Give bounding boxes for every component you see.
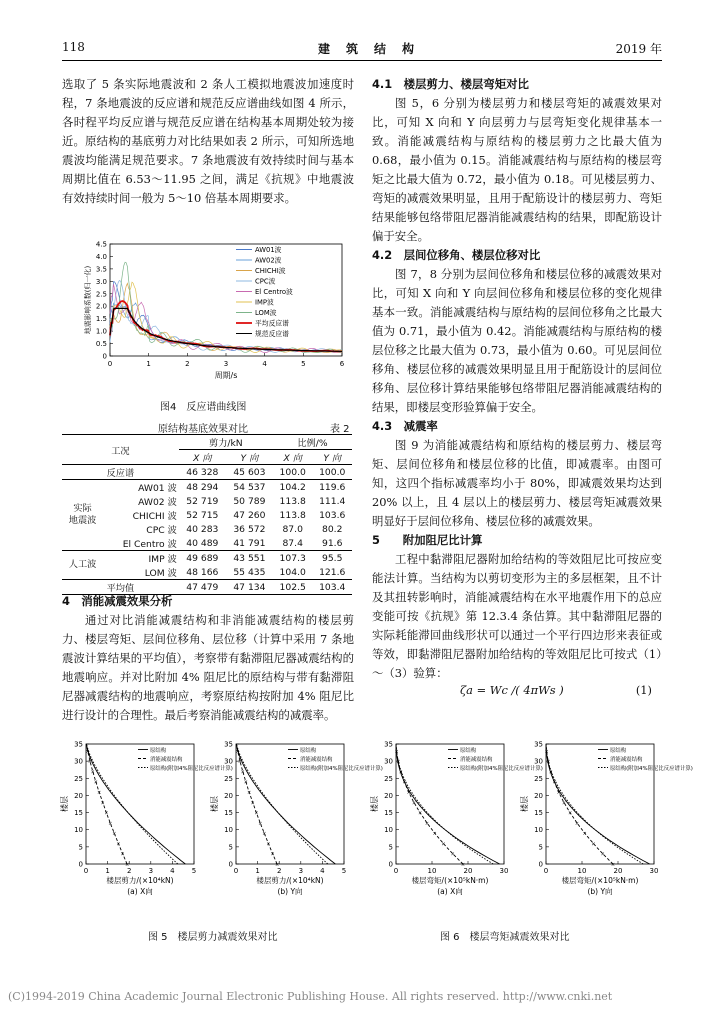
- x-tick-label: 2: [276, 867, 282, 875]
- y-tick-label: 0: [228, 860, 233, 869]
- cell-value: 50 789: [233, 495, 266, 507]
- cell-value: 49 689: [179, 551, 226, 566]
- cell-value: 107.3: [273, 551, 312, 566]
- x-tick-label: 1: [105, 867, 110, 875]
- plot-frame: [110, 244, 342, 356]
- x-tick-label: 4: [262, 360, 267, 368]
- fig6-caption: 图 6 楼层弯矩减震效果对比: [440, 932, 570, 943]
- x-axis-label: 楼层弯矩/(×10⁵kN·m): [561, 876, 639, 885]
- figure-4-chart: [80, 238, 350, 388]
- y-tick-label: 10: [384, 826, 393, 835]
- section4: [62, 592, 354, 725]
- y-tick-label: 20: [224, 791, 233, 800]
- cell-value: 119.6: [312, 480, 352, 495]
- x-tick-label: 0: [107, 360, 113, 368]
- cell-value: 47 479: [179, 580, 226, 595]
- x-tick-label: 4: [170, 867, 175, 875]
- cell-value: 95.5: [312, 551, 352, 566]
- x-tick-label: 1: [255, 867, 260, 875]
- curve-marker: ×: [544, 748, 549, 755]
- curve-marker: ×: [112, 831, 117, 838]
- legend-label: 消能减震结构: [610, 757, 643, 763]
- x-tick-label: 2: [126, 867, 132, 875]
- curve-marker: ×: [552, 779, 557, 786]
- curve-marker: ×: [247, 790, 252, 796]
- curve-marker: ×: [90, 769, 95, 776]
- curve-marker: ×: [398, 769, 403, 776]
- y-tick-label: 25: [384, 774, 393, 783]
- subfigure-label: (a) X向: [127, 887, 153, 896]
- heading-4-1: 4.1 楼层剪力、楼层弯矩对比: [372, 77, 529, 91]
- cell-value: 111.4: [319, 495, 346, 507]
- legend-label: 原结构(附加4%阻尼比反应谱计算): [300, 766, 383, 772]
- legend-label: AW02波: [255, 256, 282, 265]
- curve-marker: ×: [396, 759, 401, 766]
- cell-value: 104.0: [279, 566, 306, 578]
- curve-marker: ×: [610, 862, 616, 868]
- row-group: 实际 地震波: [62, 480, 103, 551]
- section4-paragraph: 通过对比消能减震结构和非消能减震结构的楼层剪力、楼层弯矩、层间位移角、层位移（计算中采用 7 条地震波计算结果的平均值），考察带有黏滞阻尼器减震结构的地震响应。并对比附加 4% 阻尼比的原结构与带有黏滞阻尼器减震结构的地震响应，考察原结构按附加 4% 阻尼比进行设计的合理性。最后考察消能减震结构的减震率。: [62, 613, 354, 722]
- fig4-legend: [236, 245, 293, 338]
- y-tick-label: 1.0: [95, 327, 107, 336]
- cell-value: 87.4: [282, 537, 303, 549]
- floor-curve-2: [546, 744, 613, 864]
- y-tick-label: 0: [102, 352, 107, 361]
- y-tick-label: 35: [384, 740, 393, 749]
- x-axis-label: 周期/s: [214, 371, 238, 380]
- curve-marker: ×: [574, 820, 580, 827]
- y-axis-label: 楼层: [210, 796, 219, 812]
- y-axis-label: 楼层: [370, 796, 379, 812]
- legend-label: 原结构: [300, 748, 317, 754]
- y-tick-label: 15: [534, 809, 543, 818]
- curve-marker: ×: [561, 800, 567, 807]
- y-tick-label: 0: [538, 860, 543, 869]
- y-tick-label: 0.5: [95, 340, 107, 349]
- y-tick-label: 20: [384, 791, 393, 800]
- curve-marker: ×: [548, 769, 553, 776]
- x-tick-label: 10: [577, 867, 587, 875]
- y-tick-label: 35: [74, 740, 83, 749]
- y-tick-label: 20: [534, 791, 543, 800]
- x-axis-label: 楼层剪力/(×10⁴kN): [256, 876, 324, 885]
- cell-value: 46 328: [179, 465, 226, 480]
- cell-value: 104.2: [273, 480, 312, 495]
- x-tick-label: 30: [499, 867, 509, 875]
- y-tick-label: 2.0: [95, 302, 107, 311]
- series-line-7: [110, 262, 342, 352]
- x-tick-label: 0: [543, 867, 549, 875]
- curve-marker: ×: [240, 769, 245, 776]
- fig6a-chart: [369, 741, 543, 897]
- x-tick-label: 3: [298, 867, 304, 875]
- x-axis-label: 楼层剪力/(×10⁴kN): [106, 876, 174, 885]
- row-group: 人工波: [62, 551, 103, 580]
- curve-marker: ×: [85, 748, 90, 755]
- row-label: LOM 波: [144, 568, 177, 579]
- legend-label: LOM波: [255, 309, 277, 317]
- legend-label: 消能减震结构: [150, 757, 183, 763]
- y-tick-label: 0: [78, 860, 83, 869]
- formula-1: ζa = Wc /( 4πWs ): [460, 683, 564, 697]
- curve-marker: ×: [394, 748, 399, 755]
- legend-label: 消能减震结构: [460, 757, 493, 763]
- legend-label: 原结构: [610, 748, 627, 754]
- cell-value: 41 791: [233, 537, 266, 549]
- x-tick-label: 5: [301, 360, 306, 368]
- x-tick-label: 10: [427, 867, 437, 875]
- cell-value: 103.6: [319, 509, 346, 521]
- cell-value: 113.8: [279, 509, 306, 521]
- cell-value: 36 572: [233, 523, 266, 535]
- y-tick-label: 3.0: [95, 277, 107, 286]
- th-direction: Y 向: [323, 453, 342, 464]
- curve-marker: ×: [417, 810, 423, 817]
- fig5-caption: 图 5 楼层剪力减震效果对比: [148, 932, 278, 943]
- curve-marker: ×: [120, 851, 125, 858]
- fig5a-chart: [59, 741, 233, 897]
- cell-value: 48 166: [186, 566, 219, 578]
- cell-value: 55 435: [233, 566, 266, 578]
- cell-value: 103.4: [312, 580, 352, 595]
- x-tick-label: 0: [83, 867, 89, 875]
- para-4-3: 图 9 为消能减震结构和原结构的楼层剪力、楼层弯矩、层间位移角和楼层位移的比值，即减震率。由图可知，这四个指标减震率均小于 80%，即减震效果均达到 20% 以上，且 4 层以上的楼层剪力、楼层弯矩减震效果明显好于层间位移角、楼层位移的减震效果。: [372, 438, 662, 528]
- y-tick-label: 15: [74, 809, 83, 818]
- legend-label: 平均反应谱: [255, 319, 289, 328]
- para-4-1: 图 5，6 分别为楼层剪力和楼层弯矩的减震效果对比，可知 X 向和 Y 向层剪力与层弯矩变化规律基本一致。消能减震结构与原结构的楼层剪力之比最大值为 0.68，最小值为 0.15。消能减震结构与原结构的楼层弯矩之比最大值为 0.72，最小值为 0.18。可见楼层剪力、弯矩的减震效果明显，且用于配筋设计的楼层剪力、弯矩结果能够包络带阻尼器消能减震结构的结果，即配筋设计偏于安全。: [372, 96, 662, 243]
- curve-marker: ×: [262, 831, 267, 838]
- table2-title: 原结构基底效果对比: [158, 424, 248, 435]
- row-label: AW01 波: [103, 480, 179, 495]
- cell-value: 48 294: [179, 480, 226, 495]
- legend-label: CHICHI波: [255, 267, 286, 275]
- cell-value: 47 260: [233, 509, 266, 521]
- intro-paragraph: 选取了 5 条实际地震波和 2 条人工模拟地震波加速度时程，7 条地震波的反应谱和规范反应谱曲线如图 4 所示，各时程平均反应谱与规范反应谱在结构基本周期处较为接近。原结构的基底剪力对比结果如表 2 所示，可知所选地震波均能满足规范要求。7 条地震波有效持续时间与基本周期比值在 6.53～11.95 之间，满足《抗规》中地震波有效持续时间一般为 5～10 倍基本周期要求。: [62, 77, 354, 205]
- curve-marker: ×: [266, 841, 271, 848]
- heading-4-3: 4.3 减震率: [372, 419, 438, 433]
- row-label: CPC 波: [146, 525, 177, 536]
- y-tick-label: 20: [74, 791, 83, 800]
- y-tick-label: 10: [534, 826, 543, 835]
- table2-number: 表 2: [330, 424, 350, 435]
- table-row: [62, 522, 352, 536]
- curve-marker: ×: [406, 790, 411, 796]
- x-tick-label: 6: [339, 360, 345, 368]
- curve-marker: ×: [441, 841, 446, 848]
- legend-label: 原结构: [150, 748, 167, 754]
- copyright-footer: (C)1994-2019 China Academic Journal Electronic Publishing House. All rights reserved. http://www.cnki.net: [8, 990, 613, 1003]
- curve-marker: ×: [93, 779, 98, 786]
- legend-label: 原结构(附加4%阻尼比反应谱计算): [460, 766, 543, 772]
- row-label: 平均值: [62, 580, 179, 595]
- y-tick-label: 15: [384, 809, 393, 818]
- table-row: [62, 465, 352, 480]
- y-tick-label: 1.5: [95, 315, 107, 324]
- cell-value: 40 489: [186, 537, 219, 549]
- curve-marker: ×: [591, 841, 596, 848]
- subfigure-label: (a) X向: [437, 887, 463, 896]
- th-condition: 工况: [62, 435, 179, 465]
- y-tick-label: 5: [538, 843, 543, 852]
- row-label: 反应谱: [62, 465, 179, 480]
- cell-value: 52 715: [186, 509, 219, 521]
- y-tick-label: 10: [224, 826, 233, 835]
- curve-marker: ×: [424, 820, 430, 827]
- legend-label: AW01波: [255, 246, 282, 254]
- cell-value: 100.0: [273, 465, 312, 480]
- series-line-mean: [110, 301, 342, 351]
- y-tick-label: 3.5: [95, 265, 107, 274]
- curve-marker: ×: [243, 779, 248, 786]
- x-tick-label: 20: [613, 867, 623, 875]
- y-tick-label: 5: [388, 843, 393, 852]
- y-tick-label: 30: [224, 757, 233, 766]
- th-direction: X 向: [283, 453, 302, 464]
- y-tick-label: 4.0: [95, 252, 107, 261]
- x-tick-label: 4: [320, 867, 325, 875]
- y-tick-label: 25: [74, 774, 83, 783]
- figures-5-6: [60, 740, 693, 920]
- y-tick-label: 35: [224, 740, 233, 749]
- header-rule: [62, 60, 662, 61]
- cell-value: 102.5: [273, 580, 312, 595]
- row-label: IMP 波: [103, 551, 179, 566]
- cell-value: 43 551: [226, 551, 273, 566]
- table-row: [62, 508, 352, 522]
- cell-value: 121.6: [319, 566, 346, 578]
- para-5: 工程中黏滞阻尼器附加给结构的等效阻尼比可按应变能法计算。当结构为以剪切变形为主的多层框架，且不计及其扭转影响时，消能减震结构在水平地震作用下的总应变能可按《抗规》第 12.3.4 条估算。其中黏滞阻尼器的实际耗能滞回曲线形状可以通过一个平行四边形来表征或等效，即黏滞阻尼器附加给结构的等效阻尼比可按式（1）～（3）验算：: [372, 552, 662, 680]
- y-tick-label: 2.5: [95, 290, 107, 299]
- curve-marker: ×: [124, 862, 130, 868]
- y-tick-label: 30: [534, 757, 543, 766]
- cell-value: 80.2: [321, 523, 343, 535]
- legend-label: 原结构: [460, 748, 477, 754]
- series-line-1: [110, 282, 342, 353]
- x-tick-label: 0: [233, 867, 239, 875]
- y-tick-label: 30: [74, 757, 83, 766]
- cell-value: 113.8: [279, 495, 306, 507]
- row-label: CHICHI 波: [132, 511, 177, 522]
- row-label: El Centro 波: [122, 539, 177, 550]
- fig6b-chart: [519, 741, 693, 897]
- fig5b-chart: [209, 741, 383, 897]
- cell-value: 87.0: [282, 523, 303, 535]
- page-number: 118: [62, 40, 85, 54]
- para-4-2: 图 7，8 分别为层间位移角和楼层位移的减震效果对比，可知 X 向和 Y 向层间位移角和楼层位移的变化规律基本一致。消能减震结构与原结构的层间位移角之比最大值为 0.71，最小值为 0.42。消能减震结构与原结构的楼层位移之比最大值为 0.73，最小值为 0.60。可见层间位移角、楼层位移的减震效果明显且用于配筋设计的层间位移角、层位移计算结果能够包络带阻尼器消能减震结构的结果，即楼层变形验算偏于安全。: [372, 267, 662, 414]
- table-row: [62, 551, 352, 566]
- x-tick-label: 0: [393, 867, 399, 875]
- curve-marker: ×: [116, 841, 121, 848]
- y-tick-label: 30: [384, 757, 393, 766]
- cell-value: 40 283: [186, 523, 219, 535]
- curve-marker: ×: [546, 759, 551, 766]
- x-tick-label: 30: [649, 867, 659, 875]
- cell-value: 100.0: [312, 465, 352, 480]
- th-direction: X 向: [193, 453, 212, 464]
- th-shear: 剪力/kN: [179, 435, 273, 450]
- x-axis-label: 楼层弯矩/(×10⁵kN·m): [411, 876, 489, 885]
- curve-marker: ×: [556, 790, 561, 796]
- x-tick-label: 1: [146, 360, 151, 368]
- heading-5: 5 附加阻尼比计算: [372, 533, 483, 547]
- cell-value: 91.6: [321, 537, 343, 549]
- legend-label: 消能减震结构: [300, 757, 333, 763]
- heading-4-2: 4.2 层间位移角、楼层位移对比: [372, 248, 541, 262]
- curve-marker: ×: [97, 790, 102, 796]
- y-axis-label: 地震影响系数(归一化): [84, 265, 92, 335]
- fig4-series: [110, 262, 342, 352]
- legend-label: 原结构(附加4%阻尼比反应谱计算): [610, 766, 693, 772]
- cell-value: 52 719: [186, 495, 219, 507]
- y-tick-label: 25: [224, 774, 233, 783]
- curve-marker: ×: [235, 748, 240, 755]
- subfigure-label: (b) Y向: [587, 887, 613, 896]
- curve-marker: ×: [274, 862, 280, 868]
- curve-marker: ×: [100, 800, 105, 807]
- curve-marker: ×: [450, 851, 455, 858]
- section4-heading: 4 消能减震效果分析: [62, 594, 173, 608]
- y-tick-label: 5: [228, 843, 233, 852]
- y-tick-label: 15: [224, 809, 233, 818]
- fig4-caption: 图4 反应谱曲线图: [160, 402, 247, 413]
- curve-marker: ×: [254, 810, 259, 817]
- x-tick-label: 20: [463, 867, 473, 875]
- curve-marker: ×: [108, 820, 113, 827]
- cell-value: 45 603: [226, 465, 273, 480]
- y-tick-label: 4.5: [95, 240, 107, 249]
- x-tick-label: 3: [148, 867, 154, 875]
- legend-label: CPC波: [255, 277, 276, 286]
- curve-marker: ×: [432, 831, 437, 838]
- curve-marker: ×: [237, 759, 243, 766]
- curve-marker: ×: [600, 851, 605, 858]
- th-direction: Y 向: [240, 453, 259, 464]
- y-axis-label: 楼层: [520, 796, 529, 812]
- journal-title: 建 筑 结 构: [318, 42, 417, 56]
- curve-marker: ×: [411, 800, 417, 807]
- curve-marker: ×: [270, 851, 275, 858]
- y-axis-label: 楼层: [60, 796, 69, 812]
- curve-marker: ×: [567, 810, 573, 817]
- journal-year: 2019 年: [615, 42, 662, 56]
- subfigure-label: (b) Y向: [277, 887, 303, 896]
- right-column: [372, 75, 662, 703]
- curve-marker: ×: [402, 779, 407, 786]
- curve-marker: ×: [582, 831, 587, 838]
- x-tick-label: 5: [341, 867, 347, 875]
- table2: [62, 434, 352, 595]
- x-tick-label: 2: [185, 360, 190, 368]
- legend-label: El Centro波: [255, 288, 293, 296]
- y-tick-label: 35: [534, 740, 543, 749]
- cell-value: 54 537: [226, 480, 273, 495]
- legend-label: 规范反应谱: [255, 330, 289, 338]
- curve-marker: ×: [250, 800, 255, 807]
- y-tick-label: 10: [74, 826, 83, 835]
- x-tick-label: 5: [191, 867, 197, 875]
- curve-marker: ×: [460, 862, 466, 868]
- cell-value: 47 134: [226, 580, 273, 595]
- legend-label: IMP波: [255, 298, 274, 307]
- formula-1-number: (1): [635, 683, 652, 697]
- left-column: [62, 75, 354, 208]
- row-label: AW02 波: [138, 497, 177, 508]
- table-row: [62, 565, 352, 580]
- curve-marker: ×: [87, 759, 93, 766]
- y-tick-label: 0: [388, 860, 393, 869]
- legend-label: 原结构(附加4%阻尼比反应谱计算): [150, 766, 233, 772]
- y-tick-label: 25: [534, 774, 543, 783]
- table-row: [62, 494, 352, 508]
- curve-marker: ×: [258, 820, 263, 827]
- table-row: [62, 480, 352, 495]
- table-row: [62, 536, 352, 551]
- x-tick-label: 3: [223, 360, 229, 368]
- curve-marker: ×: [104, 810, 109, 817]
- y-tick-label: 5: [78, 843, 83, 852]
- floor-curve-2: [396, 744, 463, 864]
- th-ratio: 比例/%: [273, 435, 352, 450]
